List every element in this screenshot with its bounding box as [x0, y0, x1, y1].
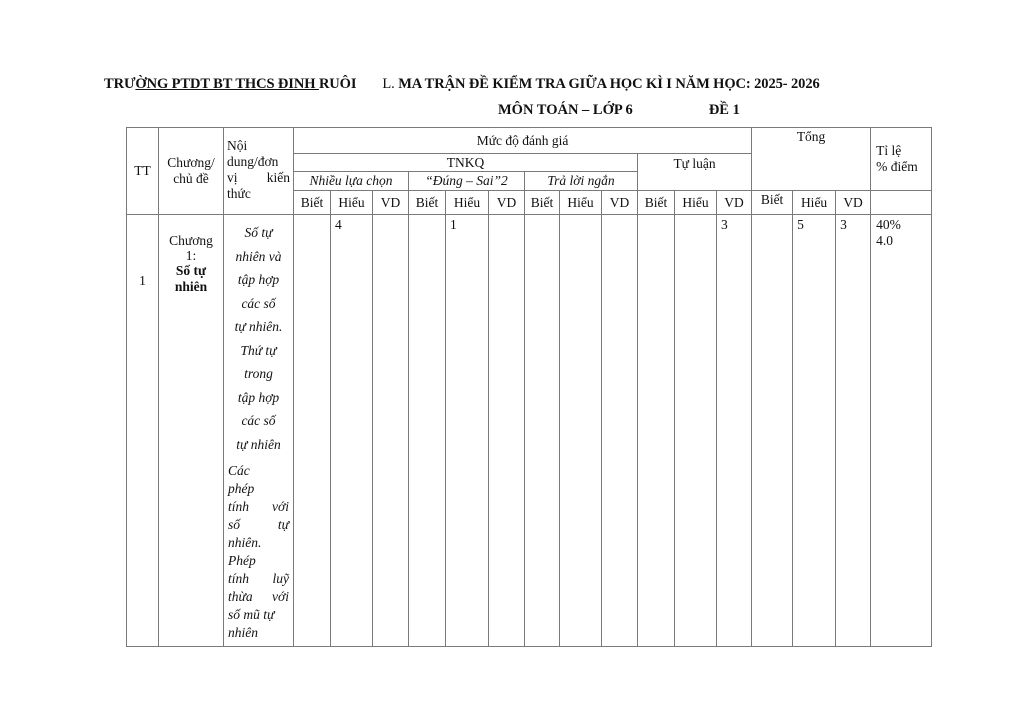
school-name-prefix: TRƯ	[104, 76, 136, 92]
content-b-line	[228, 552, 289, 570]
content-b-line	[228, 480, 289, 498]
content-b-line	[228, 462, 289, 480]
header-content-line3a: vị	[227, 170, 238, 185]
header-total: Tổng	[752, 128, 871, 191]
level-mc-understand: Hiểu	[331, 191, 373, 215]
content-b-line	[228, 624, 289, 642]
content-b-word: tính	[228, 571, 250, 586]
header-ratio-line1: Tỉ lệ	[876, 143, 902, 158]
content-a-line: các số	[241, 413, 276, 428]
content-a-line: tự nhiên	[236, 436, 281, 452]
header-assessment-level: Mức độ đánh giá	[294, 128, 752, 154]
cell-tf-apply	[489, 215, 525, 647]
content-b-line	[228, 534, 289, 552]
row-tt: 1	[127, 215, 159, 647]
cell-essay-understand	[675, 215, 717, 647]
content-b-word: với	[272, 589, 289, 604]
document-title: MA TRẬN ĐỀ KIỂM TRA GIỮA HỌC KÌ I NĂM HỌC: 2025- 2026	[398, 76, 820, 92]
school-name-underlined: ỜNG PTDT BT THCS ĐINH	[135, 76, 319, 92]
level-essay-know: Biết	[638, 191, 675, 215]
header-chapter	[159, 128, 224, 215]
content-b-line	[228, 516, 289, 534]
cell-mc-understand: 4	[331, 215, 373, 647]
cell-essay-know	[638, 215, 675, 647]
header-ratio	[871, 128, 932, 191]
header-essay: Tự luận	[638, 154, 752, 191]
chapter-name-line2: nhiên	[174, 279, 208, 294]
header-content-unit	[224, 128, 294, 215]
content-b-word: thừa	[228, 589, 253, 604]
subject-label: MÔN TOÁN – LỚP 6	[498, 102, 633, 118]
level-tf-understand: Hiểu	[446, 191, 489, 215]
content-b-line	[228, 588, 289, 606]
level-sa-know: Biết	[525, 191, 560, 215]
level-tf-know: Biết	[409, 191, 446, 215]
content-b-word: tự	[277, 517, 289, 532]
cell-total-know	[752, 215, 793, 647]
cell-sa-know	[525, 215, 560, 647]
header-multiple-choice: Nhiều lựa chọn	[294, 172, 409, 191]
content-b-word: với	[272, 499, 289, 514]
cell-essay-apply: 3	[717, 215, 752, 647]
cell-ratio	[871, 215, 932, 647]
section-prefix: L.	[382, 76, 399, 92]
chapter-name-line1: Số tự	[175, 263, 207, 278]
table-row	[127, 215, 932, 647]
content-b-word: luỹ	[272, 571, 289, 586]
level-total-understand: Hiểu	[793, 191, 836, 215]
assessment-matrix-table	[126, 127, 932, 647]
header-short-answer: Trả lời ngắn	[525, 172, 638, 191]
document-header-line1	[104, 76, 820, 93]
content-b-word: số mũ tự	[228, 607, 275, 622]
content-b-line	[228, 606, 289, 624]
ratio-points: 4.0	[876, 233, 893, 248]
document-header-line2	[498, 102, 740, 119]
header-content-line1: Nội	[227, 138, 248, 153]
level-ratio-empty	[871, 191, 932, 215]
header-tnkq: TNKQ	[294, 154, 638, 172]
header-ratio-line2: % điểm	[876, 159, 918, 174]
content-a-line: các số	[241, 295, 276, 311]
header-content-line3	[227, 170, 290, 186]
content-unit-natural-numbers-sets	[228, 221, 289, 456]
content-b-word: Phép	[228, 553, 256, 568]
cell-sa-apply	[602, 215, 638, 647]
content-a-line: tự nhiên.	[234, 319, 283, 334]
cell-mc-apply	[373, 215, 409, 647]
cell-total-apply: 3	[836, 215, 871, 647]
level-sa-apply: VD	[602, 191, 638, 215]
content-b-word: phép	[228, 481, 255, 496]
content-b-line	[228, 570, 289, 588]
cell-mc-know	[294, 215, 331, 647]
content-a-line: nhiên và	[235, 248, 282, 264]
level-mc-know: Biết	[294, 191, 331, 215]
cell-sa-understand	[560, 215, 602, 647]
exam-code: ĐỀ 1	[708, 102, 740, 118]
content-b-word: nhiên	[228, 625, 258, 640]
content-b-word: Các	[228, 463, 250, 478]
row-content-units	[224, 215, 294, 647]
level-total-apply: VD	[836, 191, 871, 215]
header-content-line4: thức	[227, 186, 251, 201]
content-b-word: tính	[228, 499, 250, 514]
content-b-line	[228, 498, 289, 516]
level-sa-understand: Hiểu	[560, 191, 602, 215]
ratio-percent: 40%	[876, 217, 901, 232]
level-essay-understand: Hiểu	[675, 191, 717, 215]
chapter-label: Chương	[169, 233, 213, 248]
header-chapter-line1: Chương/	[167, 155, 215, 170]
content-b-word: số	[228, 517, 241, 532]
cell-total-understand: 5	[793, 215, 836, 647]
content-b-word: nhiên.	[228, 535, 262, 550]
level-tf-apply: VD	[489, 191, 525, 215]
row-chapter	[159, 215, 224, 647]
school-name-suffix: RUÔI	[318, 76, 357, 92]
content-a-line: tập hợp	[237, 272, 280, 287]
header-content-line2: dung/đơn	[227, 154, 279, 169]
content-unit-operations-powers	[228, 462, 289, 642]
header-chapter-line2: chủ đề	[173, 171, 209, 186]
chapter-number: 1:	[185, 248, 197, 263]
level-mc-apply: VD	[373, 191, 409, 215]
header-row-1	[127, 128, 932, 154]
level-essay-apply: VD	[717, 191, 752, 215]
content-a-line: trong	[244, 366, 273, 381]
header-true-false: “Đúng – Sai”2	[409, 172, 525, 191]
cell-tf-know	[409, 215, 446, 647]
content-a-line: tập hợp	[237, 389, 280, 405]
header-content-line3b: kiến	[266, 170, 290, 185]
cell-tf-understand: 1	[446, 215, 489, 647]
content-a-line: Thứ tự	[240, 342, 277, 358]
header-tt: TT	[127, 128, 159, 215]
level-total-know: Biết	[752, 191, 793, 215]
content-a-line: Số tự	[244, 225, 273, 240]
